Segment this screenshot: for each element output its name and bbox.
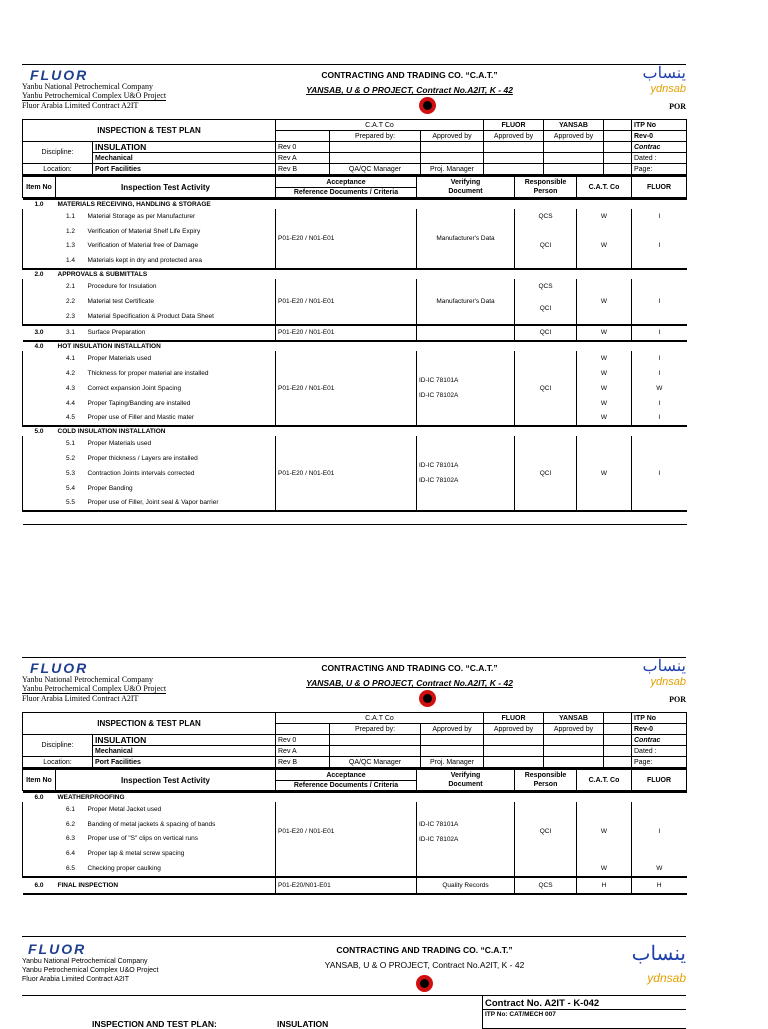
table-row: 6.2 Banding of metal jackets & spacing of bands xyxy=(23,817,687,832)
itp-sheet-1 xyxy=(22,64,686,525)
plan-header-table: INSPECTION & TEST PLAN C.A.T Co FLUOR YANSAB ITP No Prepared by: Approved by Approved by Approved by Rev-0 Discipline: INSULATION Rev 0 Contrac Mechanical Rev A Dated : Location: Port Facilities Rev B QA/QC Manager Proj. Manager Page: xyxy=(22,712,687,768)
fluor-logo: FLUOR xyxy=(30,67,89,83)
section-row: 2.0 APPROVALS & SUBMITTALS xyxy=(23,269,687,279)
table-row: 5.5 Proper use of Filler, Joint seal & Vapor barrier xyxy=(23,496,687,512)
section-row: 4.0 HOT INSULATION INSTALLATION xyxy=(23,341,687,351)
table-row: 5.1 Proper Materials used P01-E20 / N01-E01 ID-IC 78101A ID-IC 78102A QCI W I xyxy=(23,436,687,451)
table-row: 4.2 Thickness for proper material are installed W I xyxy=(23,366,687,381)
contractor-title: CONTRACTING AND TRADING CO. “C.A.T.” YANSAB, U & O PROJECT, Contract No.A2IT, K - 42 xyxy=(306,663,513,688)
section-row: 5.0 COLD INSULATION INSTALLATION xyxy=(23,426,687,436)
port-label: POR xyxy=(669,102,686,111)
cat-emblem-icon xyxy=(419,690,436,707)
column-header-table: Item No Inspection Test Activity Acceptance Reference Documents / Criteria Verifying Document Responsible Person C.A.T. Co FLUOR xyxy=(22,175,687,198)
itp-sheet-2 xyxy=(22,657,686,907)
plan-header-table: INSPECTION & TEST PLAN C.A.T Co FLUOR YANSAB ITP No Prepared by: Approved by Approved by Approved by Rev-0 Discipline: INSULATION Rev 0 Contrac Mechanical Rev A Dated : Location: Port Facilities Rev B QA/QC Manager Proj. Manager Page: xyxy=(22,119,687,175)
table-row: 2.2 Material test Certificate QCI xyxy=(23,294,687,309)
contractor-title: CONTRACTING AND TRADING CO. “C.A.T.” YANSAB, U & O PROJECT, Contract No.A2IT, K - 42 xyxy=(306,70,513,95)
yansab-brand: ydnsab xyxy=(650,83,686,95)
cat-emblem-icon xyxy=(416,975,433,992)
table-row: 6.3 Proper use of "S" clips on vertical runs xyxy=(23,832,687,847)
section-row: 6.0 WEATHERPROOFING xyxy=(23,792,687,802)
table-row: 6.5 Checking proper caulking W W xyxy=(23,861,687,877)
table-row: 5.3 Contraction Joints intervals corrected xyxy=(23,466,687,481)
table-row: 6.1 Proper Metal Jacket used P01-E20 / N01-E01 ID-IC 78101A ID-IC 78102A QCI W I xyxy=(23,802,687,817)
company-address: Yanbu National Petrochemical Company Yanbu Petrochemical Complex U&O Project Fluor Arabia Limited Contract A2IT xyxy=(22,958,159,983)
final-inspection-row: 6.0 FINAL INSPECTION P01-E20/N01-E01 Quality Records QCS H H xyxy=(23,877,687,894)
column-header-table: Item No Inspection Test Activity Acceptance Reference Documents / Criteria Verifying Document Responsible Person C.A.T. Co FLUOR xyxy=(22,768,687,791)
yansab-arabic-logo: ينساب xyxy=(642,65,686,82)
table-row: 1.3 Verification of Material free of Damage xyxy=(23,239,687,254)
section-row: 1.0 MATERIALS RECEIVING, HANDLING & STORAGE xyxy=(23,199,687,209)
contractor-title: CONTRACTING AND TRADING CO. “C.A.T.” YANSAB, U & O PROJECT, Contract No.A2IT, K - 42 xyxy=(324,945,525,970)
activity-table-2 xyxy=(22,791,687,907)
company-address: Yanbu National Petrochemical Company Yanbu Petrochemical Complex U&O Project Fluor Arabia Limited Contract A2IT xyxy=(22,675,167,703)
yansab-arabic-logo: ينساب xyxy=(642,658,686,675)
table-row: 4.4 Proper Taping/Banding are installed W I xyxy=(23,396,687,411)
yansab-arabic-logo: ينساب xyxy=(631,943,686,965)
yansab-brand: ydnsab xyxy=(650,676,686,688)
yansab-brand: ydnsab xyxy=(647,971,686,985)
port-label: POR xyxy=(669,695,686,704)
table-row: 1.4 Materials kept in dry and protected area xyxy=(23,253,687,269)
table-row: 3.0 3.1 Surface Preparation P01-E20 / N01-E01 QCI W I xyxy=(23,325,687,342)
table-row: 1.2 Verification of Material Shelf Life Expiry QCI W I xyxy=(23,224,687,239)
company-address: Yanbu National Petrochemical Company Yanbu Petrochemical Complex U&O Project Fluor Arabia Limited Contract A2IT xyxy=(22,82,167,110)
table-row: 1.1 Material Storage as per Manufacturer P01-E20 / N01-E01 Manufacturer's Data QCS W I xyxy=(23,209,687,224)
cat-emblem-icon xyxy=(419,97,436,114)
table-row: 4.1 Proper Materials used P01-E20 / N01-E01 ID-IC 78101A ID-IC 78102A QCI W I xyxy=(23,351,687,366)
table-row: 4.3 Correct expansion Joint Spacing W W xyxy=(23,381,687,396)
sheet-header xyxy=(22,64,686,119)
table-row: 4.5 Proper use of Filler and Mastic mater W I xyxy=(23,411,687,427)
itp-sheet-3: FLUOR Yanbu National Petrochemical Company Yanbu Petrochemical Complex U&O Project Fluor Arabia Limited Contract A2IT CONTRACTING AND TRADING CO. “C.A.T.” YANSAB, U & O PROJECT, Contract No.A2IT, K - 42 ينساب ydnsab Contract No. A2IT - K-042 ITP No: CAT/MECH 007 INSPECTION AND TEST PLAN: INSULATION xyxy=(22,936,686,1027)
table-row: 5.2 Proper thickness / Layers are installed xyxy=(23,451,687,466)
fluor-logo: FLUOR xyxy=(30,660,89,676)
table-row: 2.3 Material Specification & Product Data Sheet xyxy=(23,309,687,325)
activity-table-1 xyxy=(22,198,687,525)
sheet-header xyxy=(22,657,686,712)
fluor-logo: FLUOR xyxy=(28,941,87,957)
table-row: 5.4 Proper Banding xyxy=(23,481,687,496)
table-row: 2.1 Procedure for Insulation P01-E20 / N01-E01 Manufacturer's Data QCS W I xyxy=(23,279,687,294)
table-row: 6.4 Proper lap & metal screw spacing xyxy=(23,846,687,861)
